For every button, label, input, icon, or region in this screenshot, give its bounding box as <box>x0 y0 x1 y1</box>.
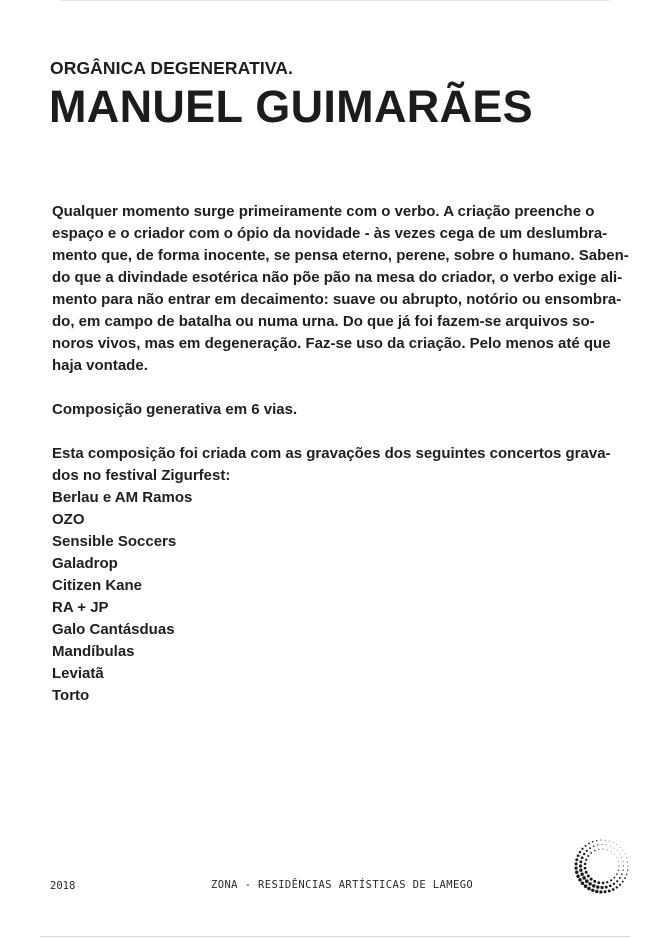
logo-dot <box>596 840 597 841</box>
logo-dot <box>609 885 612 888</box>
logo-dot <box>593 845 595 847</box>
logo-dot <box>612 888 615 891</box>
logo-dot <box>587 874 590 877</box>
concert-item: Citizen Kane <box>52 577 143 594</box>
logo-dot <box>583 853 585 855</box>
logo-dot <box>579 864 582 867</box>
logo-dot <box>622 870 623 871</box>
logo-dot <box>618 865 619 866</box>
logo-dot <box>624 877 626 879</box>
intro-line: do, em campo de batalha ou numa urna. Do que já foi fazem-se arquivos so- <box>52 313 595 330</box>
logo-dot <box>575 862 578 865</box>
intro-line: noros vivos, mas em degeneração. Faz-se uso da criação. Pelo menos até que <box>52 335 611 352</box>
logo-dot <box>616 873 618 875</box>
concert-item: OZO <box>52 511 85 528</box>
logo-dot <box>625 854 626 855</box>
logo-dot <box>579 860 582 863</box>
logo-dot <box>593 880 596 883</box>
logo-dot <box>618 870 619 871</box>
logo-dot <box>627 861 628 862</box>
logo-dot <box>588 843 590 845</box>
logo-dot <box>616 886 618 888</box>
logo-dot <box>605 840 606 841</box>
logo-dot <box>626 857 627 858</box>
logo-dot <box>597 844 598 845</box>
page-edge-top <box>60 0 610 1</box>
composition-note <box>52 399 297 421</box>
concert-item: Sensible Soccers <box>52 533 177 550</box>
logo-dot <box>584 863 587 866</box>
logo-dot <box>587 855 589 857</box>
logo-dot <box>595 890 598 893</box>
concert-item: RA + JP <box>52 599 109 616</box>
intro-line: Qualquer momento surge primeiramente com o verbo. A criação preenche o <box>52 203 595 220</box>
intro-line: espaço e o criador com o ópio da novidade - às vezes cega de um deslumbra- <box>52 225 608 242</box>
intro-line: haja vontade. <box>52 357 148 374</box>
logo-dot <box>577 854 580 857</box>
logo-dot <box>584 867 587 870</box>
logo-dot <box>614 854 615 855</box>
footer-year: 2018 <box>50 880 76 892</box>
logo-dot <box>585 879 589 883</box>
logo-dot <box>600 839 601 840</box>
recordings-line: Esta composição foi criada com as gravações dos seguintes concertos grava- <box>52 445 611 462</box>
logo-dot <box>616 880 618 882</box>
logo-dot <box>598 849 599 850</box>
page-edge-bottom <box>40 936 630 937</box>
artist-title: MANUEL GUIMARÃES <box>49 81 533 132</box>
logo-dot <box>585 871 588 874</box>
logo-dot <box>591 889 594 892</box>
logo-dot <box>606 881 608 883</box>
logo-dot <box>613 877 615 879</box>
logo-dot <box>626 873 628 875</box>
logo-dot <box>616 844 617 845</box>
logo-dot <box>589 847 591 849</box>
logo-dot <box>581 881 585 885</box>
logo-dot <box>613 842 614 843</box>
logo-dot <box>627 870 628 871</box>
logo-dot <box>620 847 621 848</box>
logo-dot <box>617 850 618 851</box>
logo-dot <box>619 884 621 886</box>
logo-dot <box>623 861 624 862</box>
composition-line: Composição generativa em 6 vias. <box>52 401 298 418</box>
concert-item: Berlau e AM Ramos <box>52 489 193 506</box>
logo-dot <box>605 886 608 889</box>
logo-dot <box>592 884 595 887</box>
logo-dot <box>584 884 588 888</box>
logo-dot <box>578 878 582 882</box>
recordings-line: dos no festival Zigurfest: <box>52 467 231 484</box>
concert-list <box>52 487 192 707</box>
logo-dot <box>580 872 583 875</box>
logo-dot <box>610 879 612 881</box>
logo-dot <box>576 874 580 878</box>
logo-dot <box>610 846 611 847</box>
logo-dot <box>586 850 588 852</box>
logo-dot <box>602 882 605 885</box>
logo-dot <box>620 854 621 855</box>
concert-item: Leviatã <box>52 665 104 682</box>
logo-dot <box>613 883 615 885</box>
logo-dot <box>606 844 607 845</box>
logo-dot <box>622 850 623 851</box>
intro-paragraph <box>52 201 629 377</box>
logo-dot <box>618 861 619 862</box>
dotted-circle-logo-icon <box>574 838 630 894</box>
logo-dot <box>590 878 593 881</box>
work-subtitle: ORGÂNICA DEGENERATIVA. <box>50 58 293 78</box>
logo-dot <box>607 849 608 850</box>
logo-dot <box>608 890 611 893</box>
logo-dot <box>619 877 621 879</box>
logo-dot <box>587 887 591 891</box>
logo-dot <box>617 857 618 858</box>
logo-dot <box>574 866 577 869</box>
logo-dot <box>582 876 586 880</box>
logo-dot <box>594 850 595 851</box>
logo-dot <box>585 845 587 847</box>
logo-dot <box>575 858 578 861</box>
concert-item: Torto <box>52 687 90 704</box>
logo-dot <box>588 882 592 886</box>
intro-line: do que a divindade esotérica não põe pão na mesa do criador, o verbo exige ali- <box>52 269 623 286</box>
logo-dot <box>600 886 603 889</box>
concert-item: Galo Cantásduas <box>52 621 175 638</box>
logo-dot <box>609 841 610 842</box>
logo-dot <box>585 859 587 861</box>
intro-line: mento que, de forma inocente, se pensa eterno, perene, sobre o humano. Saben- <box>52 247 629 264</box>
logo-dot <box>614 848 615 849</box>
logo-dot <box>621 873 623 875</box>
concert-item: Mandíbulas <box>52 643 135 660</box>
logo-dot <box>597 881 600 884</box>
concert-item: Galadrop <box>52 555 118 572</box>
recordings-paragraph <box>52 443 611 487</box>
logo-dot <box>592 841 594 843</box>
logo-dot <box>603 849 604 850</box>
logo-dot <box>596 885 599 888</box>
logo-dot <box>623 865 624 866</box>
logo-dot <box>622 881 624 883</box>
intro-line: mento para não entrar em decaimento: suave ou abrupto, notório ou ensombra- <box>52 291 622 308</box>
logo-dot <box>627 865 628 866</box>
logo-dot <box>599 890 602 893</box>
logo-dot <box>579 869 582 872</box>
logo-dot <box>575 871 578 874</box>
logo-dot <box>579 851 581 853</box>
footer-organization: ZONA - RESIDÊNCIAS ARTÍSTICAS DE LAMEGO <box>211 879 474 891</box>
logo-dot <box>621 857 622 858</box>
logo-dot <box>604 890 607 893</box>
logo-dot <box>581 848 583 850</box>
logo-dot <box>581 856 584 859</box>
logo-dot <box>590 852 592 854</box>
logo-dot <box>611 851 612 852</box>
logo-dot <box>601 844 602 845</box>
